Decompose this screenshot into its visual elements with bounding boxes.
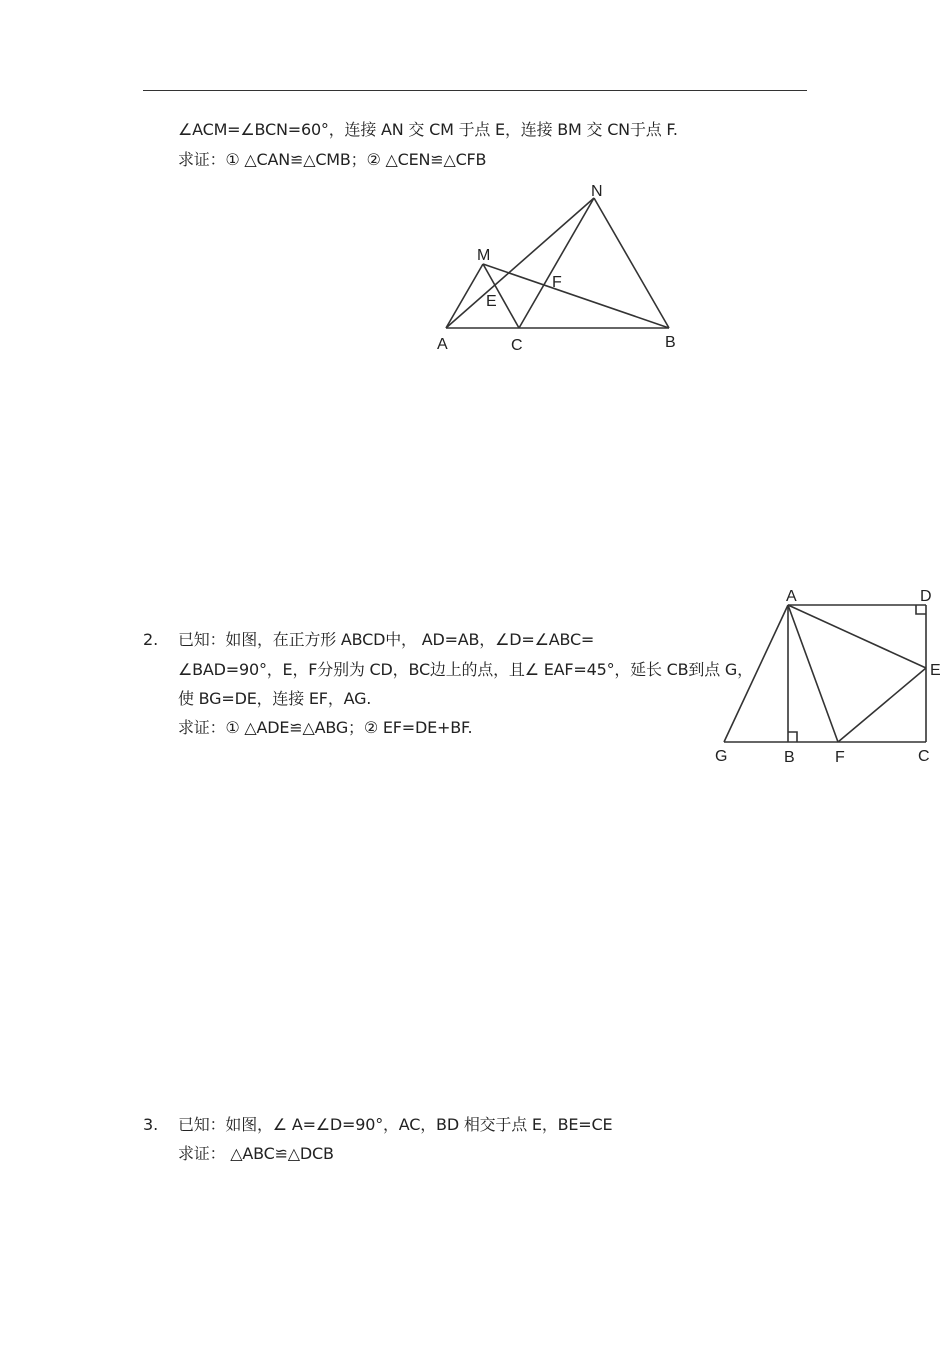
label-F: F	[835, 749, 845, 766]
label-B: B	[665, 334, 676, 351]
label-B: B	[784, 749, 795, 766]
label-E: E	[930, 662, 941, 679]
problem1-line2: 求证：① △CAN≌△CMB；② △CEN≌△CFB	[178, 150, 487, 169]
problem2-line4: 求证：① △ADE≌△ABG；② EF=DE+BF.	[178, 718, 473, 737]
right-angle-mark-B	[788, 732, 797, 742]
problem2-number: 2.	[143, 630, 159, 649]
label-A: A	[437, 336, 448, 353]
right-angle-mark-D	[916, 605, 926, 614]
label-C: C	[918, 748, 930, 765]
segment-FE	[838, 668, 926, 742]
label-E: E	[486, 293, 497, 310]
problem1-line1: ∠ACM=∠BCN=60°，连接 AN 交 CM 于点 E，连接 BM 交 CN于点 F.	[178, 120, 678, 139]
problem3-line1: 已知：如图，∠ A=∠D=90°，AC，BD 相交于点 E，BE=CE	[178, 1115, 613, 1134]
problem3-line2: 求证： △ABC≌△DCB	[178, 1144, 334, 1163]
problem2-line3: 使 BG=DE，连接 EF，AG.	[178, 689, 372, 708]
problem2-line2: ∠BAD=90°，E，F分别为 CD，BC边上的点，且∠ EAF=45°，延长 CB到点 G，	[178, 660, 753, 679]
segment-AE	[788, 605, 926, 668]
label-A: A	[786, 588, 797, 605]
problem3-number: 3.	[143, 1115, 159, 1134]
label-N: N	[591, 183, 603, 200]
problem2-line1: 已知：如图，在正方形 ABCD中， AD=AB，∠D=∠ABC=	[178, 630, 595, 649]
label-D: D	[920, 588, 932, 605]
label-C: C	[511, 337, 523, 354]
label-F: F	[552, 274, 562, 291]
label-M: M	[477, 247, 491, 264]
label-G: G	[715, 748, 728, 765]
segment-AF	[788, 605, 838, 742]
segment-AG	[724, 605, 788, 742]
